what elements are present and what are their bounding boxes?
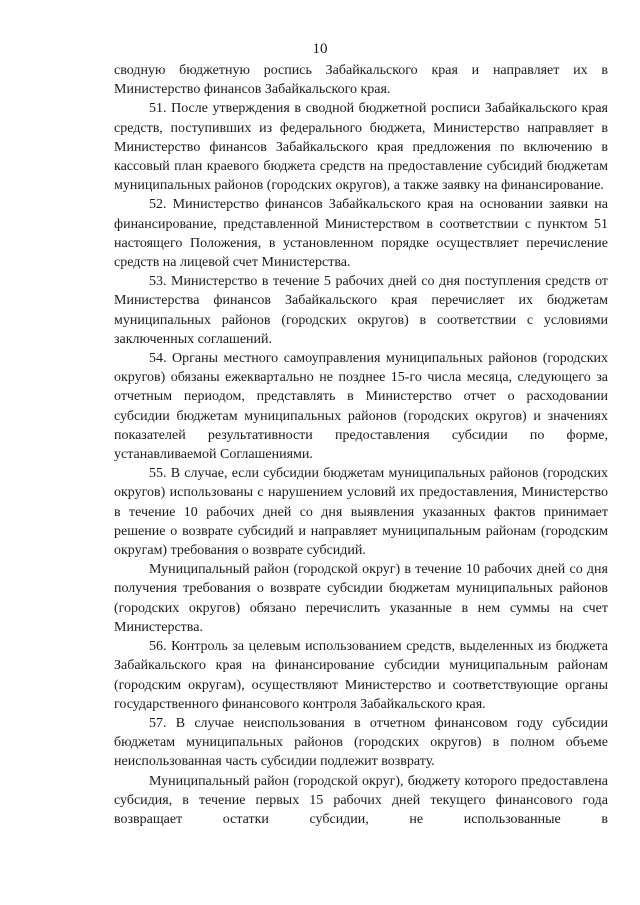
document-body [114,61,608,829]
paragraph-52: 52. Министерство финансов Забайкальского края на основании заявки на финансирование, представленной Министерством в соответствии с пунктом 51 настоящего Положения, в установленном порядке осуществляет перечисление средств на лицевой счет Министерства. [114,197,608,271]
paragraph-56: 56. Контроль за целевым использованием средств, выделенных из бюджета Забайкальского края на финансирование субсидии муниципальным районам (городским округам), осуществляют Министерство и соответствующие органы государственного финансового контроля Забайкальского края. [114,639,608,712]
page-number: 10 [312,41,328,57]
paragraph-57-continued: Муниципальный район (городской округ), бюджету которого предоставлена субсидия, в течение первых 15 рабочих дней текущего финансового года возвращает остатки субсидии, не использованные в [114,773,608,827]
paragraph-continuation: сводную бюджетную роспись Забайкальского края и направляет их в Министерство финансов Забайкальского края. [114,63,608,98]
paragraph-54: 54. Органы местного самоуправления муниципальных районов (городских округов) обязаны ежеквартально не позднее 15-го числа месяца, следующего за отчетным периодом, представлять в Министерство отчет о расходовании субсидии бюджетам муниципальных районов (городских округов) и значениях показателей результативности предоставления субсидии по форме, устанавливаемой Соглашениями. [114,351,608,463]
paragraph-55: 55. В случае, если субсидии бюджетам муниципальных районов (городских округов) использованы с нарушением условий их предоставления, Министерство в течение 10 рабочих дней со дня выявления указанных фактов принимает решение о возврате субсидий и направляет муниципальным районам (городским округам) требования о возврате субсидий. [114,466,608,559]
paragraph-51: 51. После утверждения в сводной бюджетной росписи Забайкальского края средств, поступивших из федерального бюджета, Министерство направляет в Министерство финансов Забайкальского края предложения по включению в кассовый план краевого бюджета средств на предоставление субсидий бюджетам муниципальных районов (городских округов), а также заявку на финансирование. [114,101,608,194]
paragraph-57: 57. В случае неиспользования в отчетном финансовом году субсидии бюджетам муниципальных районов (городских округов) в полном объеме неиспользованная часть субсидии подлежит возврату. [114,715,608,770]
paragraph-53: 53. Министерство в течение 5 рабочих дней со дня поступления средств от Министерства финансов Забайкальского края перечисляет их бюджетам муниципальных районов (городских округов) в соответствии с условиями заключенных соглашений. [114,274,608,347]
paragraph-55-continued: Муниципальный район (городской округ) в течение 10 рабочих дней со дня получения требования о возврате субсидии бюджетам муниципальных районов (городских округов) обязано перечислить указанные в нем суммы на счет Министерства. [114,562,608,635]
